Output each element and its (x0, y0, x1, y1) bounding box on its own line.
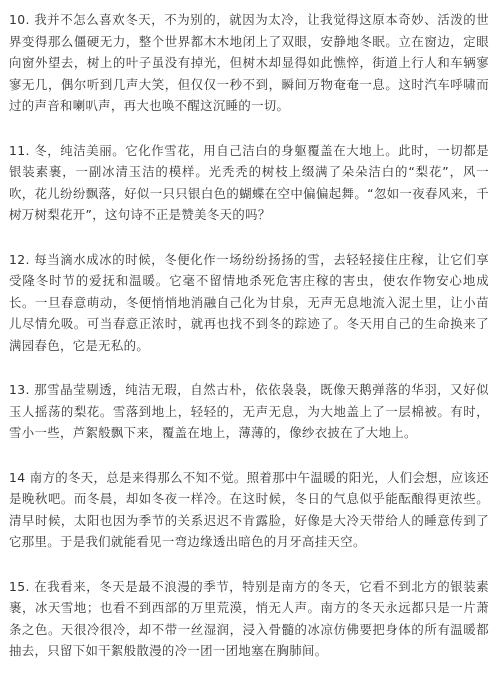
paragraph-13: 13. 那雪晶莹剔透，纯洁无瑕，自然古朴，依依袅袅，既像天鹅弹落的华羽，又好似玉人摇荡的梨花。雪落到地上，轻轻的，无声无息，为大地盖上了一层棉被。有时，雪小一些，芦絮般飘下来，覆盖在地上，薄薄的，像纱衣披在了大地上。 (9, 382, 489, 440)
paragraph-15: 15. 在我看来，冬天是最不浪漫的季节，特别是南方的冬天，它看不到北方的银装素裹，冰天雪地；也看不到西部的万里荒漠，悄无人声。南方的冬天永远都只是一片萧条之色。天很冷很冷，却不带一丝湿润，浸入骨髓的冰凉仿佛要把身体的所有温暖都抽去，只留下如干絮般散漫的冷一团一团地塞在胸肺间。 (9, 578, 489, 658)
paragraph-10: 10. 我并不怎么喜欢冬天，不为别的，就因为太冷，让我觉得这原本奇妙、活泼的世界变得那么僵硬无力，整个世界都木木地闭上了双眼，安静地冬眠。立在窗边，定眼向窗外望去，树上的叶子虽没有掉光，但树木却显得如此憔悴，街道上行人和车辆寥寥无几，偶尔听到几声大笑，但仅仅一秒不到，瞬间万物奄奄一息。这时汽车呼啸而过的声音和喇叭声，再大也唤不醒这沉睡的一切。 (9, 12, 489, 113)
paragraph-11: 11. 冬，纯洁美丽。它化作雪花，用自己洁白的身躯覆盖在大地上。此时，一切都是银装素裹，一副冰清玉洁的模样。光秃秃的树枝上缀满了朵朵洁白的“梨花”，风一吹，花儿纷纷飘落，好似一只只银白色的蝴蝶在空中偏偏起舞。“忽如一夜春风来，千树万树梨花开”，这句诗不正是赞美冬天的吗？ (9, 142, 489, 222)
paragraph-12: 12. 每当滴水成冰的时候，冬便化作一场纷纷扬扬的雪，去轻轻接住庄稼，让它们享受隆冬时节的爱抚和温暖。它毫不留情地杀死危害庄稼的害虫，使农作物安心地成长。一旦春意萌动，冬便悄悄地消融自己化为甘泉，无声无息地流入泥土里，让小苗儿尽情允吸。可当春意正浓时，就再也找不到冬的踪迹了。冬天用自己的生命换来了满园春色，它是无私的。 (9, 251, 489, 353)
paragraph-14: 14 南方的冬天，总是来得那么不知不觉。照着那中午温暖的阳光，人们会想，应该还是晚秋吧。而冬晨，却如冬夜一样冷。在这时候，冬日的气息似乎能酝酿得更浓些。清早时候，太阳也因为季节的关系迟迟不肯露脸，好像是大冷天带给人的睡意传到了它那里。于是我们就能看见一弯边缘透出暗色的月牙高挂天空。 (9, 469, 489, 549)
